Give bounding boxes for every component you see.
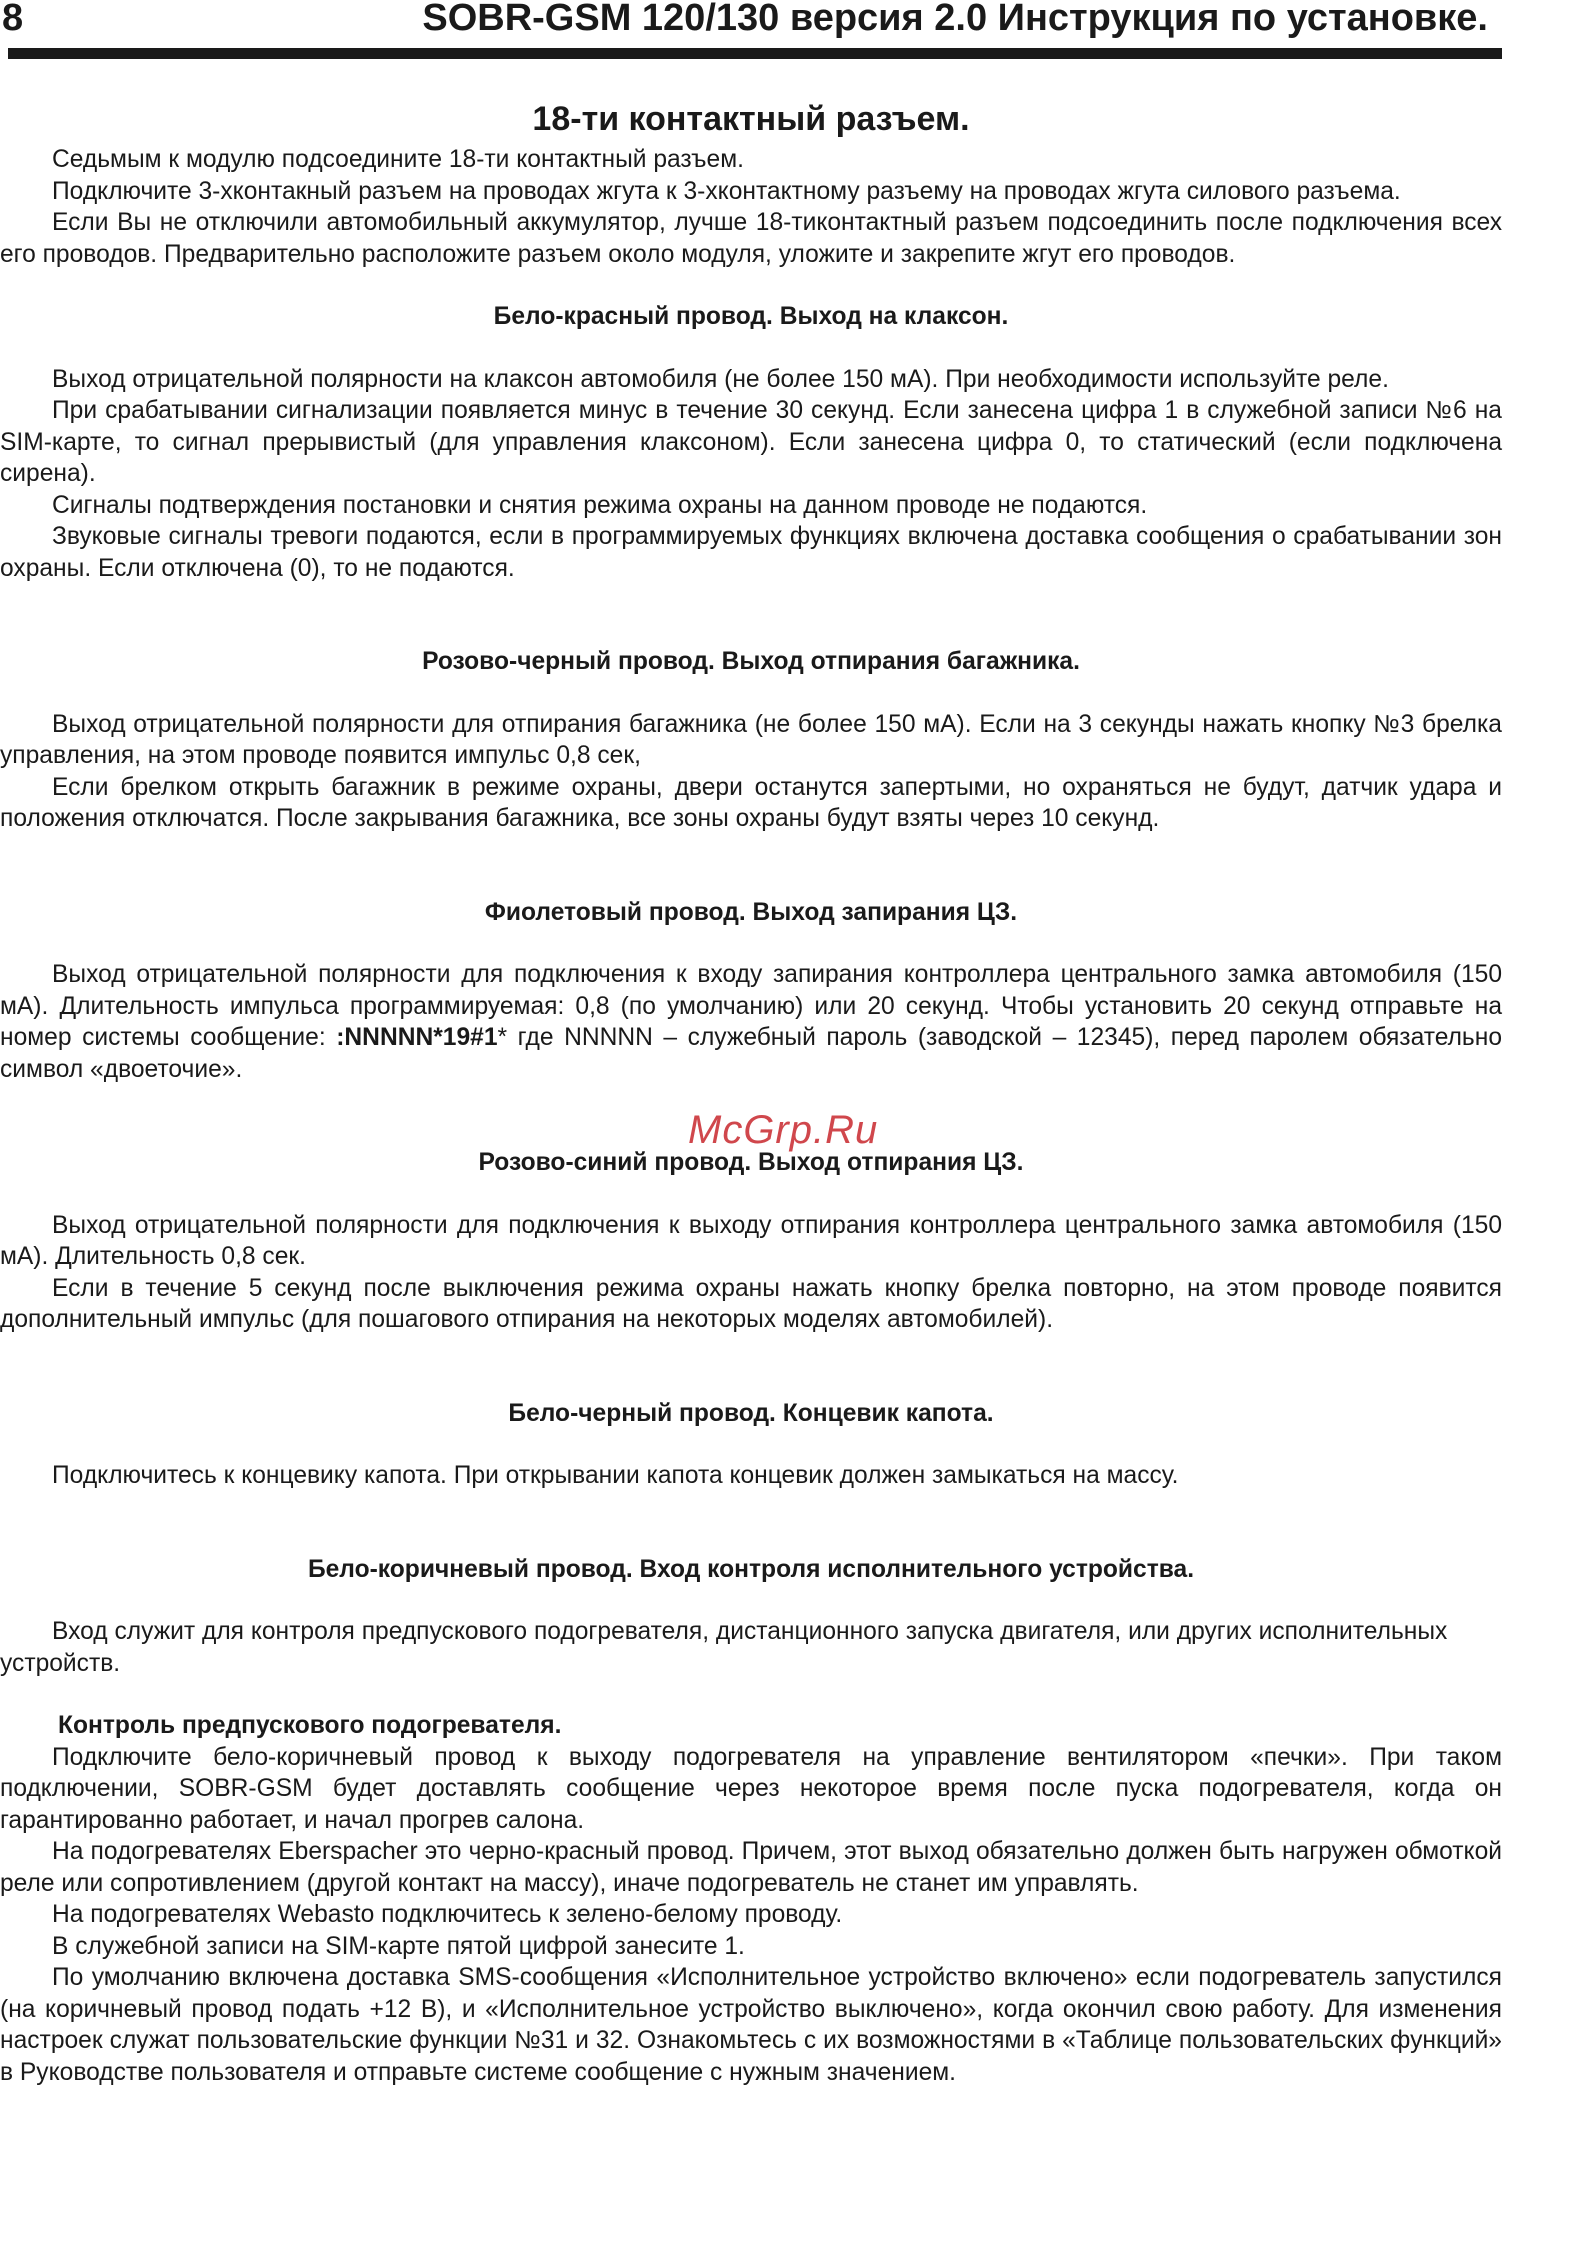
horn-paragraph: Звуковые сигналы тревоги подаются, если в программируемых функциях включена доставка сообщения о срабатывании зон охраны. Если отключена (0), то не подаются.: [0, 523, 1502, 582]
lock-text-a: Выход отрицательной полярности для подключения к входу запирания контроллера центрального замка автомобиля (150 мА). Длительность импульса программируемая: 0,8 (по умолчанию) или 20 секунд. Чтобы установить 20 секунд отправьте на номер системы сообщение:: [0, 961, 1502, 1051]
main-title: 18-ти контактный разъем.: [532, 100, 970, 138]
watermark: McGrp.Ru: [688, 1108, 879, 1152]
header-title: SOBR-GSM 120/130 версия 2.0 Инструкция по установке.: [422, 0, 1488, 39]
page-header: [0, 0, 1571, 60]
subsection-title-heater: Контроль предпускового подогревателя.: [58, 1712, 562, 1739]
section-title-trunk: Розово-черный провод. Выход отпирания багажника.: [422, 648, 1080, 675]
horn-paragraph: Выход отрицательной полярности на клаксон автомобиля (не более 150 мА). При необходимости используйте реле.: [52, 365, 1389, 393]
intro-paragraph: Подключите 3-хконтакный разъем на проводах жгута к 3-хконтактному разъему на проводах жгута силового разъема.: [52, 177, 1401, 205]
horn-paragraph: Сигналы подтверждения постановки и снятия режима охраны на данном проводе не подаются.: [52, 491, 1148, 519]
heater-paragraph: На подогревателях Eberspacher это черно-красный провод. Причем, этот выход обязательно должен быть нагружен обмоткой реле или сопротивлением (другой контакт на массу), иначе подогреватель не станет им управлять.: [0, 1838, 1502, 1897]
section-title-horn: Бело-красный провод. Выход на клаксон.: [493, 303, 1009, 330]
section-title-unlock: Розово-синий провод. Выход отпирания ЦЗ.: [478, 1149, 1024, 1176]
horn-paragraph: При срабатывании сигнализации появляется минус в течение 30 секунд. Если занесена цифра 1 в служебной записи №6 на SIM-карте, то сигнал прерывистый (для управления клаксоном). Если занесена цифра 0, то статический (если подключена сирена).: [0, 397, 1502, 487]
section-title-control: Бело-коричневый провод. Вход контроля исполнительного устройства.: [307, 1555, 1195, 1583]
section-title-hood: Бело-черный провод. Концевик капота.: [508, 1399, 994, 1427]
unlock-paragraph: Если в течение 5 секунд после выключения режима охраны нажать кнопку брелка повторно, на этом проводе появится дополнительный импульс (для пошагового отпирания на некоторых моделях автомобилей).: [0, 1274, 1502, 1333]
heater-paragraph: В служебной записи на SIM-карте пятой цифрой занесите 1.: [52, 1932, 745, 1960]
intro-paragraph: Седьмым к модулю подсоедините 18-ти контактный разъем.: [52, 146, 744, 173]
page-number: 8: [2, 0, 24, 39]
heater-paragraph: На подогревателях Webasto подключитесь к зелено-белому проводу.: [52, 1901, 843, 1928]
lock-sms-code: :NNNNN*19#1: [336, 1024, 498, 1051]
section-title-lock: Фиолетовый провод. Выход запирания ЦЗ.: [484, 898, 1018, 926]
document-body: [0, 98, 1502, 2088]
lock-text-b: * где NNNNN – служебный пароль (заводской – 12345), перед паролем обязательно символ «двоеточие».: [0, 1024, 1502, 1083]
header-rule: [8, 48, 1502, 59]
trunk-paragraph: Выход отрицательной полярности для отпирания багажника (не более 150 мА). Если на 3 секунды нажать кнопку №3 брелка управления, на этом проводе появится импульс 0,8 сек,: [0, 710, 1502, 769]
heater-paragraph: Подключите бело-коричневый провод к выходу подогревателя на управление вентилятором «печки». При таком подключении, SOBR-GSM будет доставлять сообщение через некоторое время после пуска подогревателя, когда он гарантированно работает, и начал прогрев салона.: [0, 1743, 1502, 1834]
lock-paragraph: [0, 959, 1502, 1085]
heater-paragraph: По умолчанию включена доставка SMS-сообщения «Исполнительное устройство включено» если подогреватель запустился (на коричневый провод подать +12 В), и «Исполнительное устройство выключено», когда окончил свою работу. Для изменения настроек служат пользовательские функции №31 и 32. Ознакомьтесь с их возможностями в «Таблице пользовательских функций» в Руководстве пользователя и отправьте системе сообщение с нужным значением.: [0, 1964, 1502, 2086]
control-intro: Вход служит для контроля предпускового подогревателя, дистанционного запуска двигателя, или других исполнительных устройств.: [0, 1618, 1448, 1677]
intro-paragraph: Если Вы не отключили автомобильный аккумулятор, лучше 18-тиконтактный разъем подсоединить после подключения всех его проводов. Предварительно расположите разъем около модуля, уложите и закрепите жгут его проводов.: [0, 209, 1502, 268]
unlock-paragraph: Выход отрицательной полярности для подключения к выходу отпирания контроллера центрального замка автомобиля (150 мА). Длительность 0,8 сек.: [0, 1211, 1502, 1270]
hood-paragraph: Подключитесь к концевику капота. При открывании капота концевик должен замыкаться на массу.: [52, 1462, 1179, 1489]
trunk-paragraph: Если брелком открыть багажник в режиме охраны, двери останутся запертыми, но охраняться не будут, датчик удара и положения отключатся. После закрывания багажника, все зоны охраны будут взяты через 10 секунд.: [0, 773, 1502, 832]
